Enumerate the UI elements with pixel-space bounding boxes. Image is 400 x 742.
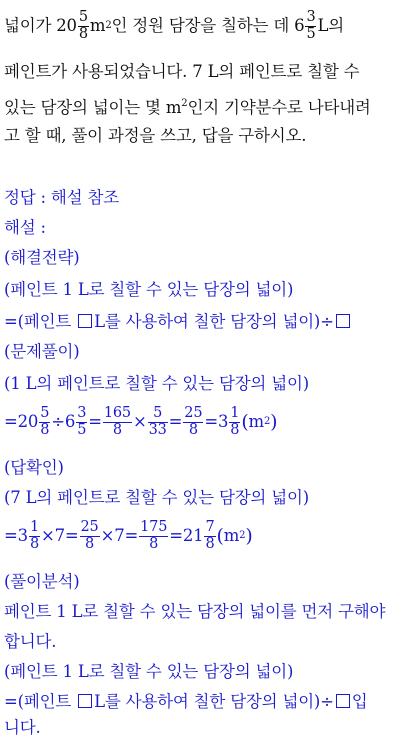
solve-line-1: (1 L의 페인트로 칠할 수 있는 담장의 넓이) <box>4 374 309 393</box>
answer-label: 정답 : 해설 참조 <box>4 188 119 207</box>
analysis-line-5: 니다. <box>4 718 41 737</box>
question-text: 넓이가 20 <box>4 16 77 35</box>
analysis-line-3: (페인트 1 L로 칠할 수 있는 담장의 넓이) <box>4 662 294 681</box>
check-line-1: (7 L의 페인트로 칠할 수 있는 담장의 넓이) <box>4 488 309 507</box>
analysis-heading: (풀이분석) <box>4 572 80 591</box>
strategy-line-1: (페인트 1 L로 칠할 수 있는 담장의 넓이) <box>4 280 294 299</box>
strategy-heading: (해결전략) <box>4 248 80 267</box>
equation-2: =3 $\frac{1}{8}$ ×7= $\frac{25}{8}$ ×7= $\frac{175}{8}$ =21 $\frac{7}{8}$ ( m 2 ) <box>4 519 253 552</box>
blank-box-icon <box>336 694 350 708</box>
analysis-line-2: 합니다. <box>4 632 57 651</box>
question-line-2: 페인트가 사용되었습니다. 7 L의 페인트로 칠할 수 <box>4 62 360 81</box>
question-line-3: 있는 담장의 넓이는 몇 $m^2$인지 기약분수로 나타내려 <box>4 98 371 117</box>
blank-box-icon <box>78 314 92 328</box>
fraction: $\frac{3}{5}$ <box>306 9 316 42</box>
solve-heading: (문제풀이) <box>4 342 80 361</box>
check-heading: (답확인) <box>4 458 64 477</box>
blank-box-icon <box>336 314 350 328</box>
question-line-4: 고 할 때, 풀이 과정을 쓰고, 답을 구하시오. <box>4 126 307 145</box>
analysis-line-1: 페인트 1 L로 칠할 수 있는 담장의 넓이를 먼저 구해야 <box>4 602 386 621</box>
blank-box-icon <box>78 694 92 708</box>
equation-1: =20 $\frac{5}{8}$ ÷6 $\frac{3}{5}$ = $\frac{165}{8}$ × $\frac{5}{33}$ = $\frac{25}{8}$ =3 $\frac{1}{8}$ ( m 2 ) <box>4 405 278 438</box>
question-line-1: 넓이가 20 $\frac{5}{8}$ m 2 인 정원 담장을 칠하는 데 6 $\frac{3}{5}$ L의 <box>4 6 398 46</box>
analysis-line-4: =(페인트 L를 사용하여 칠한 담장의 넓이)÷ 입 <box>4 692 368 711</box>
explanation-label: 해설 : <box>4 218 46 237</box>
fraction: $\frac{5}{8}$ <box>78 9 88 42</box>
strategy-line-2: =(페인트 L를 사용하여 칠한 담장의 넓이)÷ <box>4 310 398 334</box>
